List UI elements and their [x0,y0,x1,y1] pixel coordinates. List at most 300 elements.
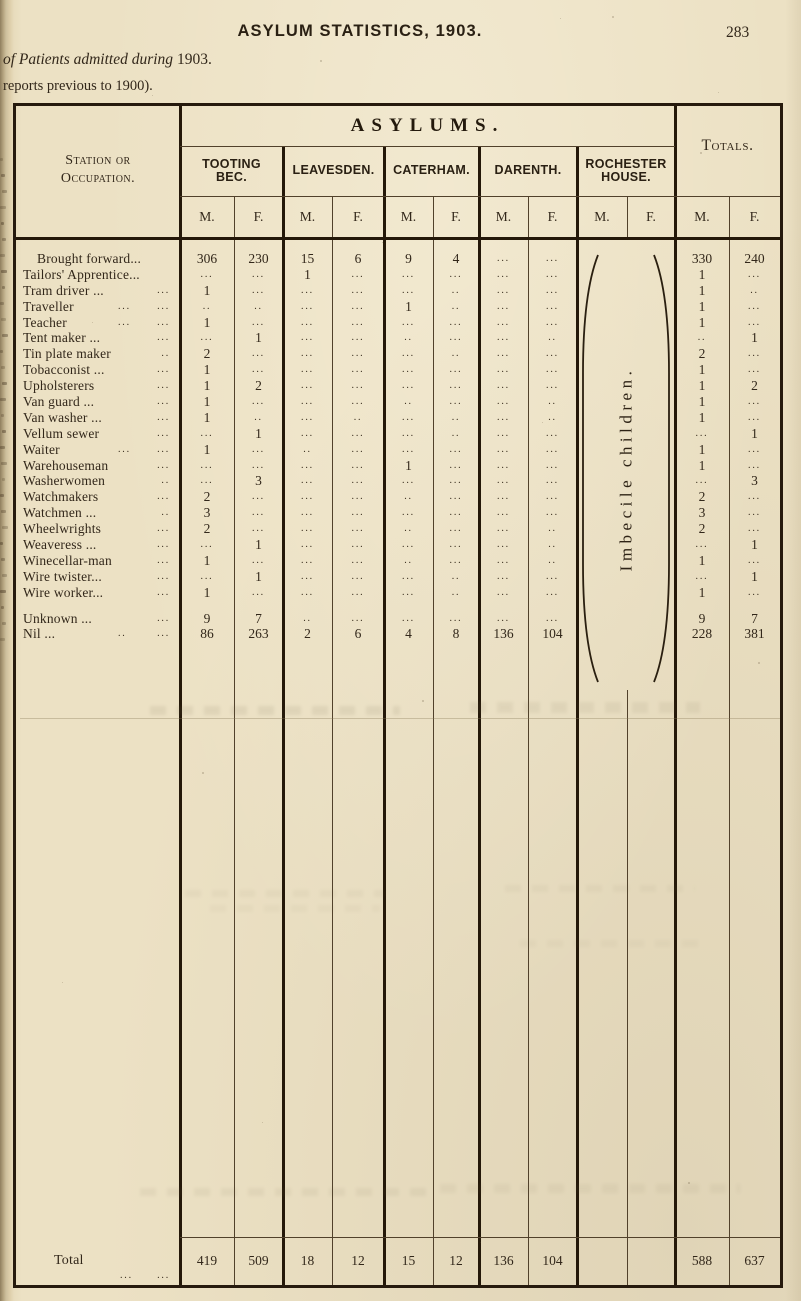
cell-value: 1 [255,568,262,584]
cell-dots: ... [252,507,265,519]
table-row [16,346,780,362]
leader-dots: ... [157,284,170,296]
cell-value: 1 [255,537,262,553]
cell-value: 2 [255,378,262,394]
cell-dots: ... [449,459,463,471]
cell-dots: ... [546,300,559,312]
table-row [16,442,780,458]
cell-dots: ... [546,253,559,264]
table-row [16,330,780,346]
paper-speckle [758,662,760,664]
cell-dots: ... [748,348,761,360]
rochester-blank-span [577,537,675,553]
cell-value: 1 [751,330,758,346]
rochester-blank-span [577,299,675,315]
occupation-label [16,505,180,521]
cell-dots: ... [402,284,415,296]
cell-dots: ... [301,300,314,312]
total-row [16,1237,780,1285]
paper-speckle [612,16,614,18]
cell-value: 86 [200,626,214,642]
subheader-female: F. [646,209,656,224]
gutter-text-fragment [0,446,5,449]
gutter-text-fragment [2,238,6,241]
occupation-label [16,378,180,394]
gutter-text-fragment [1,558,5,561]
cell-dots: ... [449,612,463,624]
occupation-label-text: Unknown ... [23,610,92,626]
leader-dots: ... [157,427,170,439]
cell-dots: ... [252,523,265,535]
rochester-blank-span [577,283,675,299]
cell-dots: ... [402,443,415,455]
table-row [16,410,780,426]
gutter-text-fragment [1,366,5,369]
leader-dots: .. [161,348,170,360]
gutter-text-fragment [0,494,4,497]
cell-dots: ... [449,332,463,344]
paper-speckle [262,1122,263,1123]
cell-dots: ... [497,300,510,312]
subheader-male: M. [299,209,316,224]
cell-value: 2 [698,346,706,362]
leader-dots: ... [157,380,170,392]
table-row [16,251,780,267]
occupation-label [16,626,180,642]
cell-dots: ... [301,586,314,598]
cell-dots: ... [497,539,510,551]
cell-value: 1 [203,314,211,330]
occupation-label-text: Traveller [23,298,74,314]
cell-dots: ... [351,364,365,376]
occupation-label [16,553,180,569]
paper-speckle [382,242,383,243]
cell-dots: ... [402,348,415,360]
cell-dots: ... [252,554,265,566]
cell-value: 15 [300,251,315,266]
leader-dots: ... [157,586,170,598]
cell-dots: ... [449,316,463,328]
cell-dots: ... [402,586,415,598]
cell-value: 1 [698,441,706,457]
bleedthrough-smudge [470,702,700,713]
cell-value: 1 [203,441,211,457]
subheader-male: M. [400,209,417,224]
gutter-text-fragment [0,590,6,593]
cell-dots: ... [695,539,709,551]
subheader-female: F. [451,209,461,224]
rochester-blank-span [577,362,675,378]
cell-dots: .. [202,300,212,312]
cell-value: 1 [698,362,706,378]
rochester-blank-span [577,442,675,458]
cell-dots: ... [748,586,761,598]
cell-dots: ... [497,523,510,535]
cell-value: 6 [354,251,362,266]
cell-dots: ... [449,491,463,503]
cell-dots: ... [546,380,559,392]
asylum-name-line: HOUSE. [601,170,651,184]
rochester-blank-span [577,585,675,601]
cell-dots: ... [449,475,463,487]
cell-dots: ... [200,332,214,344]
cell-dots: ... [351,612,365,624]
cell-value: 9 [698,610,706,626]
cell-dots: ... [351,348,365,360]
leader-dots: .. [161,507,170,519]
cell-dots: ... [301,364,314,376]
rochester-blank-span [577,426,675,442]
gutter-text-fragment [1,318,6,321]
cell-value: 228 [691,626,713,642]
cell-dots: ... [200,475,214,487]
rochester-blank-span [577,553,675,569]
page-number: 283 [726,24,750,41]
cell-dots: .. [548,332,557,344]
cell-dots: ... [200,570,214,582]
leader-dots: ... [157,459,170,471]
occupation-label [16,315,180,331]
cell-value: 7 [255,610,262,626]
column-group-header-asylums: ASYLUMS. [350,115,505,136]
page-header-title: ASYLUM STATISTICS, 1903. [237,22,483,40]
cell-dots: ... [301,475,314,487]
leader-dots: ... [157,628,170,640]
cell-dots: ... [301,348,314,360]
gutter-text-fragment [1,174,5,177]
cell-dots: ... [402,539,415,551]
cell-dots: ... [748,491,761,503]
subheader-female: F. [253,209,264,224]
cell-dots: ... [301,539,314,551]
cell-value: 136 [493,626,514,642]
bleedthrough-smudge [210,905,380,912]
rochester-blank-span [577,378,675,394]
cell-dots: ... [252,364,265,376]
paper-speckle [542,422,543,423]
cell-value: 230 [248,251,269,266]
cell-value: 1 [698,584,706,600]
cell-dots: ... [351,380,365,392]
rochester-blank-span [577,330,675,346]
cell-dots: ... [351,491,365,503]
cell-dots: .. [451,284,461,296]
cell-dots: ... [695,570,709,582]
cell-value: 263 [248,626,269,642]
cell-dots: ... [497,427,510,439]
cell-dots: ... [351,300,365,312]
occupation-label [16,267,180,283]
asylum-name-line: ROCHESTER [585,156,667,171]
leader-dots: ... [157,396,170,408]
occupation-label-text: Tailors' Apprentice... [23,266,140,282]
occupation-label-text: Tent maker ... [23,330,101,346]
table-row [16,315,780,331]
leader-dots: ... [157,570,170,582]
cell-value: 3 [698,505,706,521]
rochester-blank-span [577,569,675,585]
occupation-label-text: Brought forward... [37,251,142,266]
rochester-blank-span [577,410,675,426]
cell-dots: .. [404,523,413,535]
cell-dots: ... [252,396,265,408]
cell-dots: ... [301,570,314,582]
cell-value: 104 [542,1253,563,1268]
cell-dots: ... [351,507,365,519]
cell-dots: ... [402,364,415,376]
gutter-text-fragment [2,190,7,193]
occupation-label [16,537,180,553]
table-vline-thin [627,196,628,237]
occupation-label-text: Upholsterers [23,378,95,394]
occupation-label [16,489,180,505]
intro-line-2: reports previous to 1900). [3,78,153,94]
cell-dots: ... [497,268,510,280]
bleedthrough-smudge [440,1184,740,1193]
table-row [16,537,780,553]
cell-dots: ... [449,364,463,376]
cell-dots: ... [748,396,761,408]
table-row [16,458,780,474]
occupation-label [16,362,180,378]
cell-value: 1 [751,537,758,553]
cell-dots: ... [695,475,709,487]
leader-dots: .. [161,475,170,487]
cell-dots: .. [750,284,759,296]
cell-dots: ... [546,491,559,503]
cell-value: 2 [203,521,211,537]
leader-dots: ... [157,300,170,312]
intro-line-1 [3,51,212,69]
cell-dots: ... [497,491,510,503]
cell-value: 3 [255,473,262,489]
leader-dots: ... [118,300,131,312]
cell-dots: .. [404,554,413,566]
cell-value: 1 [698,409,706,425]
cell-value: 1 [203,409,211,425]
occupation-label-text: Wire twister... [23,568,102,584]
cell-dots: ... [497,332,510,344]
cell-dots: ... [497,316,510,328]
column-header-totals: Totals. [701,137,754,154]
cell-value: 240 [744,251,765,266]
cell-value: 9 [405,251,412,266]
occupation-label-text: Weaveress ... [23,537,97,553]
table-row [16,585,780,601]
rochester-blank-span [577,267,675,283]
occupation-label-text: Nil ... [23,626,56,642]
cell-dots: ... [497,411,510,423]
cell-dots: .. [548,539,557,551]
rochester-blank-span [577,521,675,537]
cell-dots: ... [546,586,559,598]
cell-value: 588 [691,1253,713,1268]
cell-dots: .. [548,411,557,423]
cell-dots: .. [451,427,461,439]
cell-value: 1 [203,282,211,298]
paper-speckle [202,772,204,774]
table-vline-thin [627,690,628,1285]
gutter-text-fragment [1,510,6,513]
cell-dots: ... [449,554,463,566]
cell-value: 419 [196,1253,218,1268]
gutter-text-fragment [2,286,5,289]
bleedthrough-smudge [140,1188,430,1196]
cell-value: 3 [203,505,211,521]
occupation-label-text: Watchmakers [23,489,99,505]
cell-dots: ... [497,380,510,392]
occupation-label-text: Van guard ... [23,394,95,410]
cell-dots: ... [497,570,510,582]
table-row [16,283,780,299]
cell-dots: ... [449,396,463,408]
occupation-label-text: Tram driver ... [23,282,104,298]
occupation-label [16,394,180,410]
cell-dots: ... [497,396,510,408]
cell-value: 509 [248,1253,269,1268]
gutter-text-fragment [0,638,5,641]
cell-dots: .. [404,396,413,408]
table-row [16,362,780,378]
asylum-name-line: DARENTH. [494,163,562,178]
cell-value: 1 [255,425,262,441]
occupation-label-text: Washerwomen [23,473,106,489]
cell-dots: ... [200,459,214,471]
cell-dots: ... [301,396,314,408]
occupation-label [16,251,180,267]
cell-dots: ... [301,427,314,439]
occupation-header-line2: Occupation. [60,170,136,186]
cell-value: 1 [698,298,706,314]
paper-speckle [700,152,702,154]
cell-dots: ... [748,300,761,312]
leader-dots: ... [157,364,170,376]
paper-speckle [688,1182,690,1184]
subheader-female: F. [353,209,363,224]
cell-value: 1 [405,457,412,473]
cell-dots: ... [351,570,365,582]
occupation-label [16,442,180,458]
cell-dots: ... [748,411,761,423]
cell-dots: ... [301,284,314,296]
cell-dots: ... [748,507,761,519]
cell-dots: ... [351,554,365,566]
cell-dots: ... [351,523,365,535]
cell-dots: ... [546,459,559,471]
rochester-blank-span [577,315,675,331]
rochester-blank-span [577,458,675,474]
cell-dots: ... [351,459,365,471]
cell-value: 1 [203,378,211,394]
column-header-asylum-2 [286,146,382,196]
occupation-label-text: Tobacconist ... [23,362,105,378]
cell-dots: .. [353,411,363,423]
column-header-asylum-5 [578,146,674,196]
gutter-text-fragment [2,574,7,577]
gutter-text-fragment [0,206,6,209]
rochester-blank-span [577,505,675,521]
statistics-table [13,103,783,1288]
gutter-text-fragment [2,478,5,481]
cell-dots: ... [402,316,415,328]
cell-dots: ... [402,268,415,280]
cell-dots: ... [301,554,314,566]
paper-speckle [718,92,719,93]
cell-dots: ... [351,268,365,280]
occupation-label-text: Winecellar-man [23,552,112,568]
cell-value: 4 [405,626,412,642]
asylum-name-line: TOOTING [202,156,261,171]
occupation-label-text: Wire worker... [23,584,104,600]
cell-value: 104 [542,626,563,642]
cell-dots: ... [449,268,463,280]
cell-dots: ... [748,364,761,376]
gutter-text-fragment [0,350,3,353]
rochester-blank-span [577,626,675,642]
paper-speckle [62,982,63,983]
table-body [16,237,780,642]
leader-dots: ... [157,443,170,455]
cell-dots: ... [748,459,761,471]
rochester-blank-span [577,489,675,505]
cell-dots: ... [252,268,265,280]
cell-dots: ... [301,507,314,519]
occupation-label-text: Watchmen ... [23,505,97,521]
cell-dots: .. [548,523,557,535]
cell-value: 1 [751,425,758,441]
cell-dots: ... [449,523,463,535]
column-header-asylum-1 [184,146,280,196]
cell-dots: ... [449,380,463,392]
cell-dots: .. [254,300,263,312]
cell-dots: ... [252,491,265,503]
paper-speckle [152,95,153,96]
cell-dots: ... [449,539,463,551]
cell-value: 12 [351,1253,365,1268]
occupation-label [16,611,180,627]
occupation-label [16,330,180,346]
subheader-female: F. [749,209,760,224]
rochester-blank-span [577,394,675,410]
cell-dots: .. [404,332,413,344]
cell-dots: ... [252,316,265,328]
gutter-text-fragment [1,222,4,225]
asylum-name-line: LEAVESDEN. [292,163,375,178]
cell-dots: ... [301,459,314,471]
cell-value: 1 [698,378,706,394]
cell-value: 1 [698,282,706,298]
cell-value: 1 [698,457,706,473]
cell-dots: ... [497,443,510,455]
leader-dots: .. [118,628,127,640]
gutter-text-fragment [0,302,4,305]
bleedthrough-line [20,718,780,720]
asylum-name-line: CATERHAM. [393,163,470,178]
cell-dots: ... [748,523,761,535]
cell-dots: ... [252,443,265,455]
occupation-label-text: Waiter [23,441,60,457]
cell-dots: ... [252,284,265,296]
cell-value: 6 [354,626,362,642]
cell-value: 1 [203,552,211,568]
cell-value: 1 [255,330,262,346]
cell-value: 2 [698,521,706,537]
cell-value: 1 [698,394,706,410]
leader-dots: ... [157,539,170,551]
leader-dots: ... [157,1270,170,1281]
cell-dots: ... [301,523,314,535]
rochester-note-imbecile-children: Imbecile children. [616,366,636,571]
